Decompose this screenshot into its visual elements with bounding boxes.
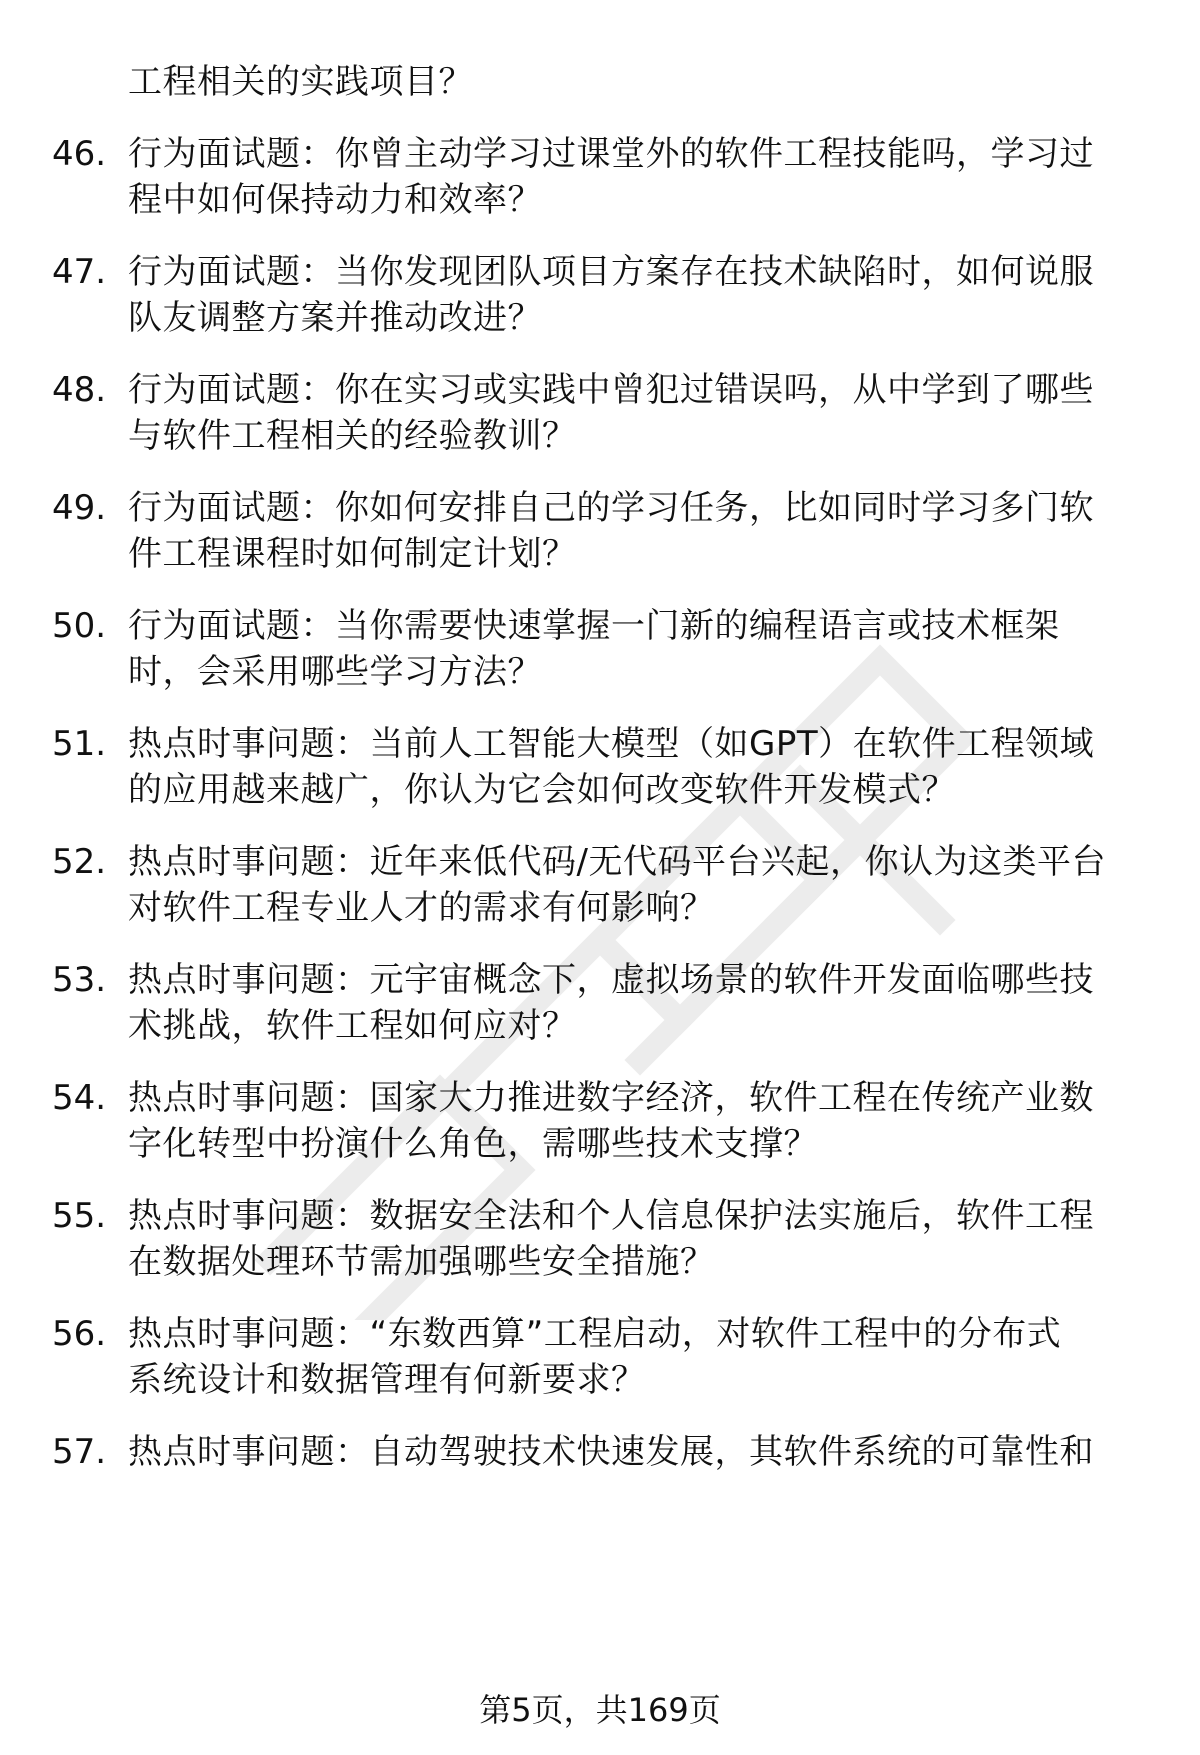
- item-text-line: 行为面试题：你曾主动学习过课堂外的软件工程技能吗，学习过: [128, 134, 1094, 174]
- item-text-line: 程中如何保持动力和效率？: [128, 180, 542, 220]
- item-text-line: 行为面试题：当你需要快速掌握一门新的编程语言或技术框架: [128, 606, 1060, 646]
- item-number: 54.: [52, 1078, 107, 1118]
- item-number: 46.: [52, 134, 107, 174]
- item-text-line: 行为面试题：你在实习或实践中曾犯过错误吗，从中学到了哪些: [128, 370, 1094, 410]
- item-number: 49.: [52, 488, 107, 528]
- item-text-line: 在数据处理环节需加强哪些安全措施？: [128, 1242, 715, 1282]
- item-number: 48.: [52, 370, 107, 410]
- item-text-line: 热点时事问题：“东数西算”工程启动，对软件工程中的分布式: [128, 1314, 1062, 1354]
- item-text-line: 对软件工程专业人才的需求有何影响？: [128, 888, 715, 928]
- item-number: 50.: [52, 606, 107, 646]
- item-number: 51.: [52, 724, 107, 764]
- item-text-line: 件工程课程时如何制定计划？: [128, 534, 577, 574]
- item-text-line: 系统设计和数据管理有何新要求？: [128, 1360, 646, 1400]
- item-text-line: 行为面试题：当你发现团队项目方案存在技术缺陷时，如何说服: [128, 252, 1094, 292]
- item-text-line: 热点时事问题：元宇宙概念下，虚拟场景的软件开发面临哪些技: [128, 960, 1094, 1000]
- page-footer: 第5页，共169页: [479, 1691, 721, 1729]
- item-number: 57.: [52, 1432, 107, 1472]
- item-text-line: 与软件工程相关的经验教训？: [128, 416, 577, 456]
- item-text-line: 时，会采用哪些学习方法？: [128, 652, 542, 692]
- item-number: 53.: [52, 960, 107, 1000]
- item-number: 55.: [52, 1196, 107, 1236]
- item-text-line: 热点时事问题：近年来低代码/无代码平台兴起，你认为这类平台: [128, 842, 1106, 882]
- item-text-line: 术挑战，软件工程如何应对？: [128, 1006, 577, 1046]
- item-number: 52.: [52, 842, 107, 882]
- item-text-line: 的应用越来越广，你认为它会如何改变软件开发模式？: [128, 770, 956, 810]
- item-text-line: 行为面试题：你如何安排自己的学习任务，比如同时学习多门软: [128, 488, 1094, 528]
- item-text-line: 热点时事问题：国家大力推进数字经济，软件工程在传统产业数: [128, 1078, 1094, 1118]
- item-text-line: 字化转型中扮演什么角色，需哪些技术支撑？: [128, 1124, 818, 1164]
- item-number: 56.: [52, 1314, 107, 1354]
- item-text-line: 热点时事问题：当前人工智能大模型（如GPT）在软件工程领域: [128, 724, 1095, 764]
- continuation-line: 工程相关的实践项目？: [128, 62, 473, 102]
- item-text-line: 队友调整方案并推动改进？: [128, 298, 542, 338]
- item-text-line: 热点时事问题：自动驾驶技术快速发展，其软件系统的可靠性和: [128, 1432, 1094, 1472]
- item-text-line: 热点时事问题：数据安全法和个人信息保护法实施后，软件工程: [128, 1196, 1094, 1236]
- item-number: 47.: [52, 252, 107, 292]
